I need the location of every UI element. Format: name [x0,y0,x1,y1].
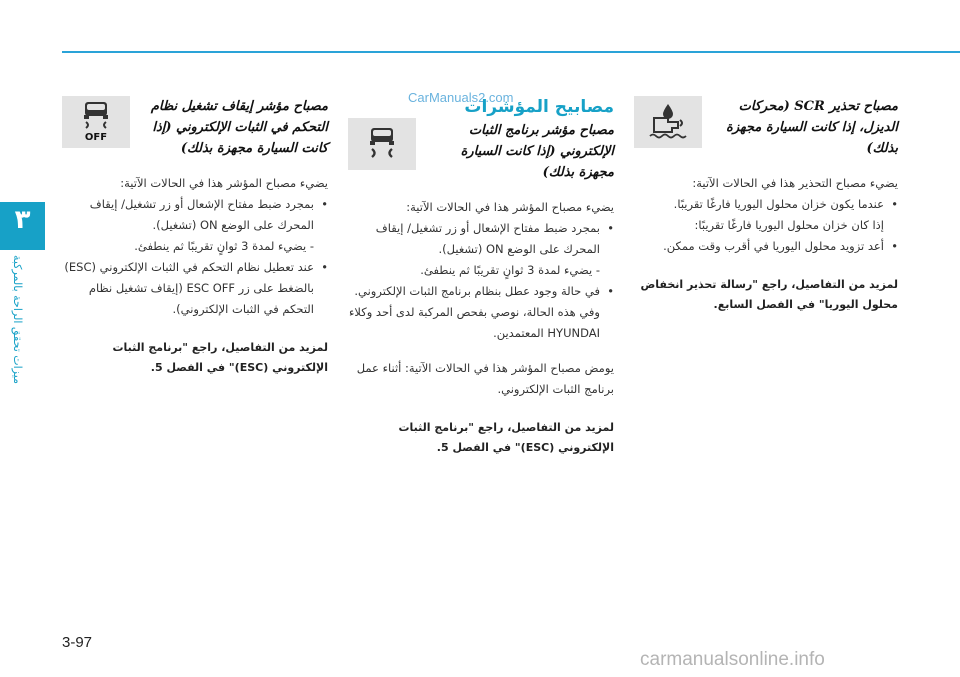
esc-heading: مصباح مؤشر برنامج الثبات الإلكتروني (إذا كانت السيارة مجهزة بذلك) [460,123,614,180]
scr-heading: مصباح تحذير SCR (محركات الديزل، إذا كانت السيارة مجهزة بذلك) [726,99,898,156]
esc-off-icon [62,96,130,148]
esc-off-bullet-1: • بمجرد ضبط مفتاح الإشعال أو زر تشغيل/ إيقاف المحرك على الوضع ON (تشغيل). [62,194,328,236]
esc-list [348,218,614,260]
esc-icon [348,118,416,170]
esc-intro: يضيء مصباح المؤشر هذا في الحالات الآتية: [406,200,614,214]
scr-intro: يضيء مصباح التحذير هذا في الحالات الآتية: [692,176,898,190]
section-kicker: مصابيح المؤشرات [464,97,614,117]
esc-off-reference: لمزيد من التفاصيل، راجع "برنامج الثبات الإلكتروني (ESC)" في الفصل 5. [112,341,328,374]
esc-off-intro: يضيء مصباح المؤشر هذا في الحالات الآتية: [120,176,328,190]
esc-off-bullet-2: • عند تعطيل نظام التحكم في الثبات الإلكتروني (ESC) بالضغط على زر ESC OFF (إيقاف تشغيل نظام التحكم في الثبات الإلكتروني). [62,257,328,320]
esc-blink: يومض مصباح المؤشر هذا في الحالات الآتية: أثناء عمل برنامج الثبات الإلكتروني. [356,361,614,396]
scr-warning-icon [634,96,702,148]
esc-sub: - يضيء لمدة 3 ثوانٍ تقريبًا ثم ينطفئ. [420,263,600,277]
scr-list-2 [634,236,898,257]
scr-bullet-2: • أعد تزويد محلول اليوريا في أقرب وقت ممكن. [634,236,898,257]
footer-watermark: carmanualsonline.info [640,649,825,670]
section-esc [348,96,614,458]
chapter-title: ميزات تحقق الراحة بالمركبة [11,255,24,384]
top-watermark: CarManuals2.com [408,90,514,105]
esc-bullet-1: • بمجرد ضبط مفتاح الإشعال أو زر تشغيل/ إيقاف المحرك على الوضع ON (تشغيل). [348,218,614,260]
esc-reference: لمزيد من التفاصيل، راجع "برنامج الثبات الإلكتروني (ESC)" في الفصل 5. [398,421,614,454]
scr-sub: إذا كان خزان محلول اليوريا فارغًا تقريبًا: [694,218,884,232]
esc-list-2 [348,281,614,302]
chapter-number: ٣ [14,205,31,235]
esc-off-list-2 [62,257,328,320]
esc-bullet-2-cont: وفي هذه الحالة، نوصي بفحص المركبة لدى أحد وكلاء HYUNDAI المعتمدين. [348,305,600,340]
esc-off-heading: مصباح مؤشر إيقاف تشغيل نظام التحكم في الثبات الإلكتروني (إذا كانت السيارة مجهزة بذلك) [150,99,328,156]
section-scr [634,96,898,315]
page-number: 3-97 [62,634,93,651]
esc-off-sub: - يضيء لمدة 3 ثوانٍ تقريبًا ثم ينطفئ. [134,239,314,253]
scr-reference: لمزيد من التفاصيل، راجع "رسالة تحذير انخفاض محلول اليوريا" في الفصل السابع. [640,278,898,311]
esc-bullet-2: • في حالة وجود عطل بنظام برنامج الثبات الإلكتروني. [348,281,614,302]
top-rule [62,51,960,53]
svg-text:OFF: OFF [84,132,108,143]
scr-list [634,194,898,215]
section-esc-off [62,96,328,378]
esc-off-list [62,194,328,236]
scr-bullet-1: • عندما يكون خزان محلول اليوريا فارغًا تقريبًا. [634,194,898,215]
